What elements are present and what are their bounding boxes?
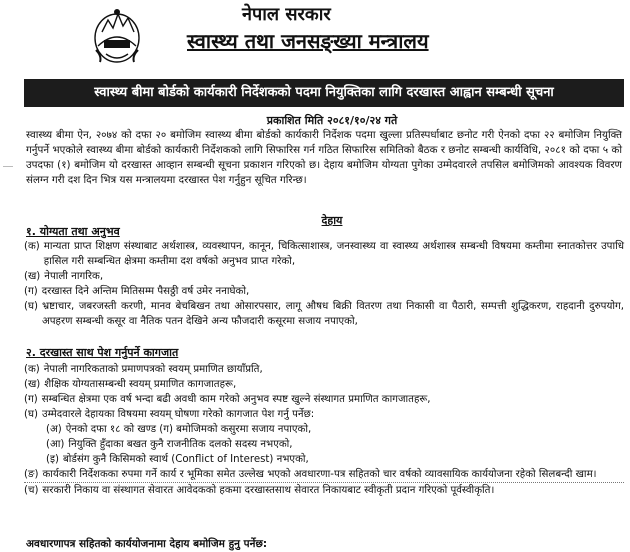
- qualification-list: [24, 239, 624, 329]
- annex-heading: देहाय: [321, 214, 343, 227]
- section-qualification-heading: १. योग्यता तथा अनुभव: [26, 225, 120, 238]
- sub-list-item: (इ) बोर्डसंग कुनै किसिमको स्वार्थ (Conflict of Interest) नभएको,: [46, 454, 309, 465]
- ministry-title: स्वास्थ्य तथा जनसङ्ख्या मन्त्रालय: [187, 29, 429, 53]
- list-item: (ख) शैक्षिक योग्यतासम्बन्धी स्वयम् प्रमाणित कागजातहरू,: [24, 379, 237, 390]
- notice-header: [22, 0, 628, 82]
- section-documents-heading: २. दरखास्त साथ पेश गर्नुपर्ने कागजात: [26, 346, 179, 359]
- list-item: (क) नेपाली नागरिकताको प्रमाणपत्रको स्वयम् प्रमाणित छायाँप्रति,: [24, 364, 263, 375]
- notice-page: [22, 0, 628, 552]
- list-item: (ङ) कार्यकारी निर्देशकका रुपमा गर्ने कार्य र भूमिका समेत उल्लेख भएको अवधारणा-पत्र सहितको चार वर्षको व्यावसायिक कार्ययोजना रहेको सिलबन्दी खाम।: [24, 469, 597, 480]
- workplan-heading: अवधारणापत्र सहितको कार्ययोजनामा देहाय बमोजिम हुनु पर्नेछ:: [26, 538, 268, 550]
- notice-title-banner: स्वास्थ्य बीमा बोर्डको कार्यकारी निर्देशकको पदमा नियुक्तिका लागि दरखास्त आह्वान सम्बन्धी सूचना: [24, 79, 624, 107]
- published-date: प्रकाशित मिति २०८१/१०/२४ गते: [266, 114, 398, 127]
- documents-list: [24, 362, 624, 498]
- list-item: (घ) उम्मेदवारले देहायका विषयमा स्वयम् घोषणा गरेको कागजात पेश गर्नु पर्नेछ:: [24, 409, 315, 420]
- government-title: नेपाल सरकार: [242, 4, 331, 25]
- list-item: (क) मान्यता प्राप्त शिक्षण संस्थाबाट अर्थशास्त्र, व्यवस्थापन, कानून, चिकित्साशास्त्र, जनस्वास्थ्य वा स्वास्थ्य अर्थशास्त्र सम्बन्धी विषयमा कम्तीमा स्नातकोत्तर उपाधि हासिल गरी सम्बन्धित क्षेत्रमा कम्तीमा दश वर्षको अनुभव प्राप्त गरेको,: [24, 241, 624, 267]
- list-item: (ग) दरखास्त दिने अन्तिम मितिसम्म पैसठ्ठी वर्ष उमेर ननाघेको,: [24, 286, 250, 297]
- sub-list-item: (अ) ऐनको दफा १८ को खण्ड (ग) बमोजिमको कसुरमा सजाय नपाएको,: [46, 424, 312, 435]
- list-item: (च) सरकारी निकाय वा संस्थागत सेवारत आवेदकको हकमा दरखास्तसाथ सेवारत निकायबाट स्वीकृती प्रदान गरिएको पूर्वस्वीकृति।: [24, 482, 624, 498]
- left-edge-strip: [0, 0, 16, 552]
- sub-list-item: (आ) नियुक्ति हुँदाका बखत कुनै राजनीतिक दलको सदस्य नभएको,: [46, 439, 293, 450]
- nepal-emblem-icon: [92, 6, 142, 66]
- list-item: (ग) सम्बन्धित क्षेत्रमा एक वर्ष भन्दा बढी अवधी काम गरेको अनुभव स्पष्ट खुल्ने संस्थागत प्रमाणित कागजातहरू,: [24, 394, 431, 405]
- list-item: (घ) भ्रष्टाचार, जबरजस्ती करणी, मानव बेचबिखन तथा ओसारपसार, लागू औषध बिक्री वितरण तथा निकासी वा पैठारी, सम्पत्ती शुद्धिकरण, राहदानी दुरुपयोग, अपहरण सम्बन्धी कसूर वा नैतिक पतन देखिने अन्य फौजदारी कसूरमा सजाय नपाएको,: [24, 301, 624, 327]
- intro-paragraph: स्वास्थ्य बीमा ऐन, २०७४ को दफा २० बमोजिम स्वास्थ्य बीमा बोर्डको कार्यकारी निर्देशक पदमा खुल्ला प्रतिस्पर्धाबाट छनोट गरी ऐनको दफा २२ बमोजिम नियुक्ति गर्नुपर्ने भएकोले स्वास्थ्य बीमा बोर्डको कार्यकारी निर्देशकको लागि सिफारिस गर्न गठित सिफारिस समितिको बैठक र छनोट सम्बन्धी कार्यविधि, २०८१ को दफा ५ को उपदफा (१) बमोजिम यो दरखास्त आव्हान सम्बन्धी सूचना प्रकाशन गरिएको छ। देहाय बमोजिम योग्यता पुगेका उम्मेदवारले तपसिल बमोजिमको आवश्यक विवरण संलग्न गरी दश दिन भित्र यस मन्त्रालयमा दरखास्त पेश गर्नुहुन सूचित गरिन्छ।: [26, 129, 622, 186]
- list-item: (ख) नेपाली नागरिक,: [24, 271, 104, 282]
